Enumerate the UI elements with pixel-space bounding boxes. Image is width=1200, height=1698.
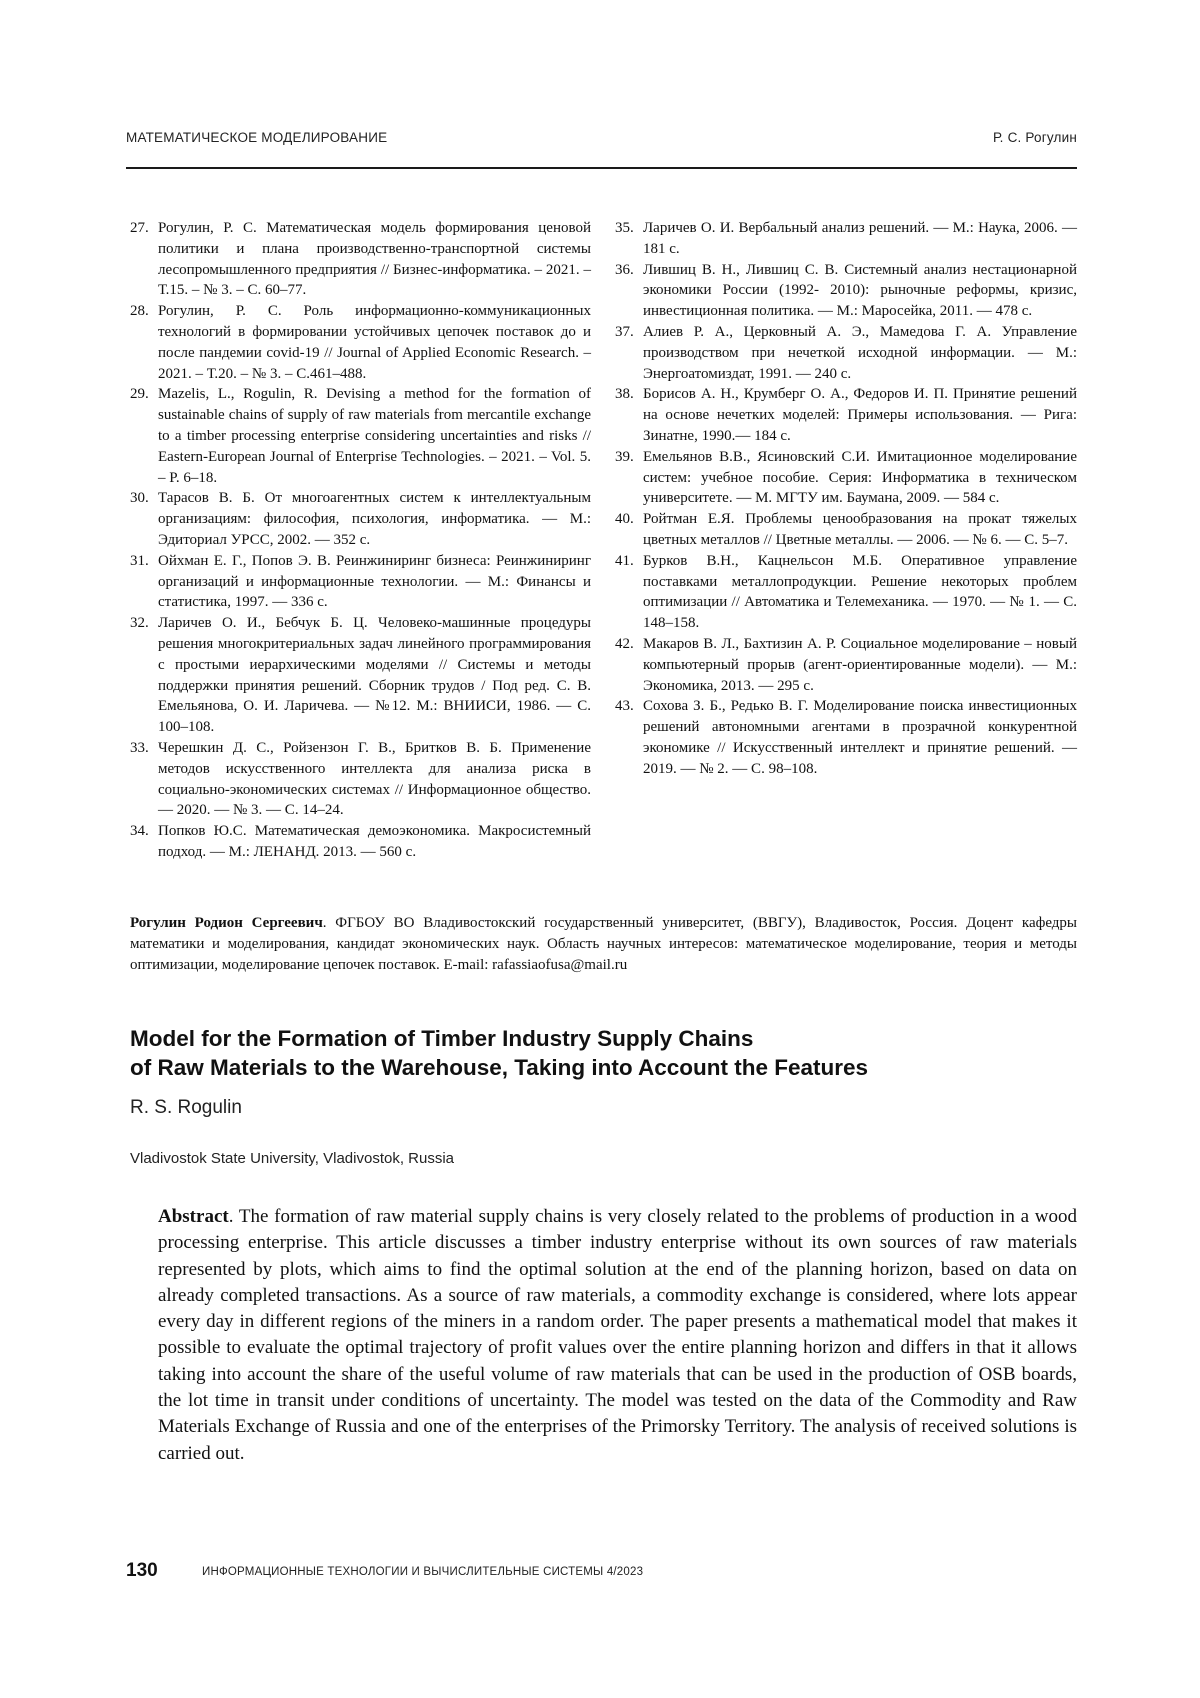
reference-number: 32.	[130, 613, 149, 634]
reference-text: Ойхман Е. Г., Попов Э. В. Реинжиниринг бизнеса: Реинжиниринг организаций и информационные технологии. — М.: Финансы и статистика, 1997. — 336 с.	[158, 553, 591, 611]
reference-item	[615, 551, 1077, 634]
reference-text: Рогулин, Р. С. Математическая модель формирования ценовой политики и плана производственно-транспортной системы лесопромышленного предприятия // Бизнес-информатика. – 2021. – Т.15. – № 3. – С. 60–77.	[158, 220, 591, 298]
reference-text: Лившиц В. Н., Лившиц С. В. Системный анализ нестационарной экономики России (1992- 2010): рыночные реформы, кризис, инвестиционная политика. — М.: Маросейка, 2011. — 478 с.	[643, 262, 1077, 320]
reference-text: Попков Ю.С. Математическая демоэкономика. Макросистемный подход. — М.: ЛЕНАНД. 2013. — 560 с.	[158, 823, 591, 860]
english-title-line-1: Model for the Formation of Timber Industry Supply Chains	[130, 1024, 1080, 1053]
reference-item	[130, 218, 591, 301]
reference-text: Сохова З. Б., Редько В. Г. Моделирование поиска инвестиционных решений автономными агентами в прозрачной конкурентной экономике // Искусственный интеллект и принятие решений. — 2019. — № 2. — С. 98–108.	[643, 698, 1077, 776]
reference-text: Ройтман Е.Я. Проблемы ценообразования на прокат тяжелых цветных металлов // Цветные металлы. — 2006. — № 6. — С. 5–7.	[643, 511, 1077, 548]
abstract-text: . The formation of raw material supply chains is very closely related to the problems of production in a wood processing enterprise. This article discusses a timber industry enterprise without its own sources of raw materials represented by plots, which aims to find the optimal solution at the end of the planning horizon, based on data on already completed transactions. As a source of raw materials, a commodity exchange is considered, where lots appear every day in different regions of the miners in a random order. The paper presents a mathematical model that makes it possible to evaluate the optimal trajectory of profit values over the entire planning horizon and differs in that it allows taking into account the share of the useful volume of raw materials that can be used in the production of OSB boards, the lot time in transit under conditions of uncertainty. The model was tested on the data of the Commodity and Raw Materials Exchange of Russia and one of the enterprises of the Primorsky Territory. The analysis of received solutions is carried out.	[158, 1206, 1077, 1464]
abstract-label: Abstract	[158, 1206, 229, 1227]
author-bio	[130, 913, 1077, 976]
reference-item	[130, 384, 591, 488]
reference-text: Тарасов В. Б. От многоагентных систем к интеллектуальным организациям: философия, психология, информатика. — М.: Эдиториал УРСС, 2002. — 352 с.	[158, 490, 591, 548]
reference-number: 36.	[615, 260, 634, 281]
reference-number: 37.	[615, 322, 634, 343]
section-title: МАТЕМАТИЧЕСКОЕ МОДЕЛИРОВАНИЕ	[126, 130, 387, 145]
references-right-column	[615, 218, 1077, 780]
reference-number: 30.	[130, 488, 149, 509]
english-title-line-2: of Raw Materials to the Warehouse, Taking into Account the Features	[130, 1053, 1080, 1082]
reference-item	[615, 447, 1077, 509]
reference-number: 28.	[130, 301, 149, 322]
bio-author-name: Рогулин Родион Сергеевич	[130, 915, 323, 931]
reference-item	[130, 613, 591, 738]
running-author: Р. С. Рогулин	[993, 130, 1077, 145]
reference-item	[130, 551, 591, 613]
english-affiliation: Vladivostok State University, Vladivostok, Russia	[130, 1150, 454, 1167]
reference-text: Емельянов В.В., Ясиновский С.И. Имитационное моделирование систем: учебное пособие. Серия: Информатика в техническом университете. — М. МГТУ им. Баумана, 2009. — 584 с.	[643, 449, 1077, 507]
reference-item	[615, 218, 1077, 260]
english-title	[130, 1024, 1080, 1082]
abstract	[158, 1204, 1077, 1467]
reference-item	[615, 634, 1077, 696]
reference-number: 41.	[615, 551, 634, 572]
reference-text: Макаров В. Л., Бахтизин А. Р. Социальное моделирование – новый компьютерный прорыв (агент-ориентированные модели). — М.: Экономика, 2013. — 295 с.	[643, 636, 1077, 694]
journal-name: ИНФОРМАЦИОННЫЕ ТЕХНОЛОГИИ И ВЫЧИСЛИТЕЛЬНЫЕ СИСТЕМЫ 4/2023	[202, 1566, 643, 1578]
reference-item	[130, 301, 591, 384]
reference-item	[615, 696, 1077, 779]
reference-item	[615, 322, 1077, 384]
reference-number: 33.	[130, 738, 149, 759]
reference-text: Борисов А. Н., Крумберг О. А., Федоров И. П. Принятие решений на основе нечетких моделей: Примеры использования. — Рига: Зинатне, 1990.— 184 с.	[643, 386, 1077, 444]
reference-number: 43.	[615, 696, 634, 717]
references-left-column	[130, 218, 591, 863]
reference-number: 35.	[615, 218, 634, 239]
reference-item	[615, 260, 1077, 322]
reference-item	[130, 821, 591, 863]
reference-text: Алиев Р. А., Церковный А. Э., Мамедова Г. А. Управление производством при нечеткой исходной информации. — М.: Энергоатомиздат, 1991. — 240 с.	[643, 324, 1077, 382]
reference-text: Черешкин Д. С., Ройзензон Г. В., Бритков В. Б. Применение методов искусственного интеллекта для анализа риска в социально-экономических системах // Информационное общество. — 2020. — № 3. — С. 14–24.	[158, 740, 591, 818]
english-author: R. S. Rogulin	[130, 1097, 242, 1119]
reference-number: 38.	[615, 384, 634, 405]
reference-item	[130, 488, 591, 550]
reference-text: Ларичев О. И. Вербальный анализ решений. — М.: Наука, 2006. — 181 с.	[643, 220, 1077, 257]
reference-item	[615, 384, 1077, 446]
reference-number: 31.	[130, 551, 149, 572]
running-head	[126, 130, 1077, 145]
reference-number: 40.	[615, 509, 634, 530]
reference-number: 42.	[615, 634, 634, 655]
reference-item	[615, 509, 1077, 551]
header-rule	[126, 167, 1077, 169]
reference-text: Mazelis, L., Rogulin, R. Devising a method for the formation of sustainable chains of supply of raw materials from mercantile exchange to a timber processing enterprise considering uncertainties and risks // Eastern-European Journal of Enterprise Technologies. – 2021. – Vol. 5. – P. 6–18.	[158, 386, 591, 485]
bio-text: . ФГБОУ ВО Владивостокский государственный университет, (ВВГУ), Владивосток, Россия. Доцент кафедры математики и моделирования, кандидат экономических наук. Область научных интересов: математическое моделирование, теория и методы оптимизации, моделирование цепочек поставок. E-mail: rafassiaofusa@mail.ru	[130, 915, 1077, 973]
reference-text: Ларичев О. И., Бебчук Б. Ц. Человеко-машинные процедуры решения многокритериальных задач линейного программирования с простыми иерархическими моделями // Системы и методы поддержки принятия решений. Сборник трудов / Под ред. С. В. Емельянова, О. И. Ларичева. — №12. М.: ВНИИСИ, 1986. — С. 100–108.	[158, 615, 591, 735]
reference-number: 39.	[615, 447, 634, 468]
reference-number: 34.	[130, 821, 149, 842]
reference-item	[130, 738, 591, 821]
reference-number: 29.	[130, 384, 149, 405]
reference-number: 27.	[130, 218, 149, 239]
reference-text: Рогулин, Р. С. Роль информационно-коммуникационных технологий в формировании устойчивых цепочек поставок до и после пандемии covid-19 // Journal of Applied Economic Research. – 2021. – Т.20. – № 3. – С.461–488.	[158, 303, 591, 381]
page-number: 130	[126, 1560, 158, 1582]
reference-text: Бурков В.Н., Кацнельсон М.Б. Оперативное управление поставками металлопродукции. Решение некоторых проблем оптимизации // Автоматика и Телемеханика. — 1970. — № 1. — С. 148–158.	[643, 553, 1077, 631]
